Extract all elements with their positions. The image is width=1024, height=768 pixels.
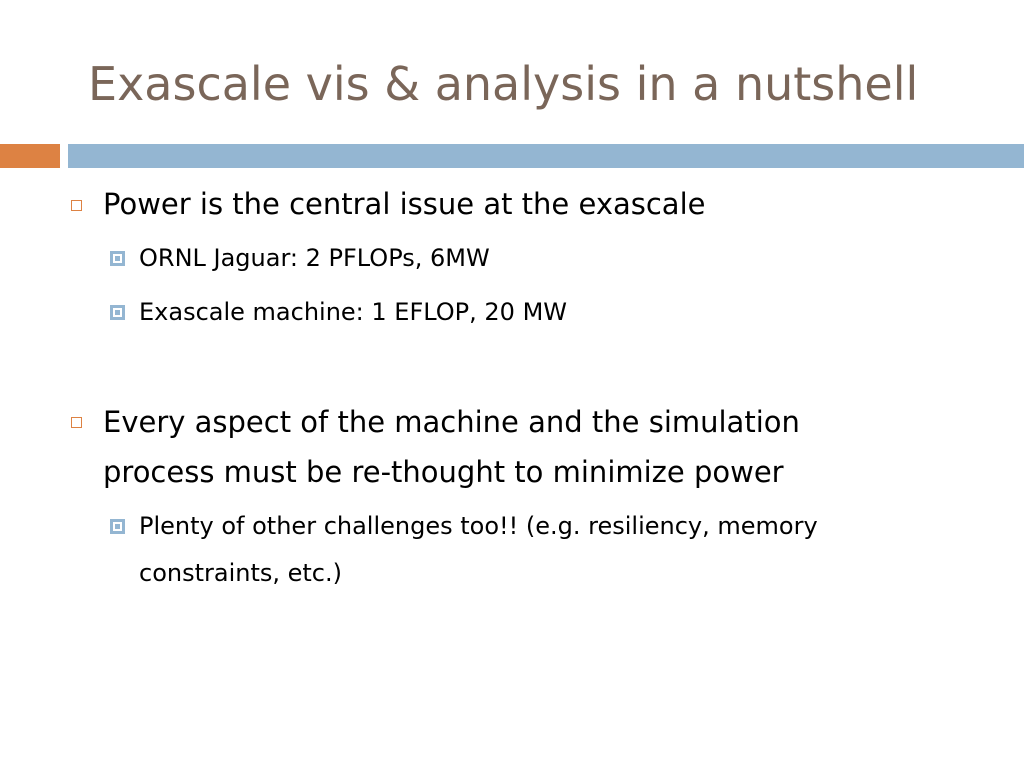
accent-bar-blue: [68, 144, 1024, 168]
sub-bullet-2-1-line-2: constraints, etc.): [139, 559, 342, 587]
bullet-2-text: [103, 397, 800, 497]
bullet-1-text: [103, 179, 705, 229]
sub-bullet-1-2-text: [139, 289, 567, 336]
bullet-2-line-2: process must be re-thought to minimize power: [103, 455, 784, 489]
sub-bullet-2-1-text: [139, 503, 818, 597]
bullet-1-line-1: Power is the central issue at the exascale: [103, 187, 706, 221]
sub-bullet-1-2-line-1: Exascale machine: 1 EFLOP, 20 MW: [139, 298, 568, 326]
accent-bar-orange: [0, 144, 60, 168]
bullet-2-line-1: Every aspect of the machine and the simulation: [103, 405, 800, 439]
sub-bullet-2-1-line-1: Plenty of other challenges too!! (e.g. resiliency, memory: [139, 512, 818, 540]
bullet-square-icon: [71, 200, 82, 211]
bullet-square-icon: [71, 417, 82, 428]
sub-bullet-1-1-text: [139, 235, 490, 282]
sub-bullet-1-1-line-1: ORNL Jaguar: 2 PFLOPs, 6MW: [139, 244, 490, 272]
slide-title: Exascale vis & analysis in a nutshell: [88, 57, 919, 111]
sub-bullet-square-icon: [110, 305, 125, 320]
sub-bullet-square-icon: [110, 519, 125, 534]
sub-bullet-square-icon: [110, 251, 125, 266]
